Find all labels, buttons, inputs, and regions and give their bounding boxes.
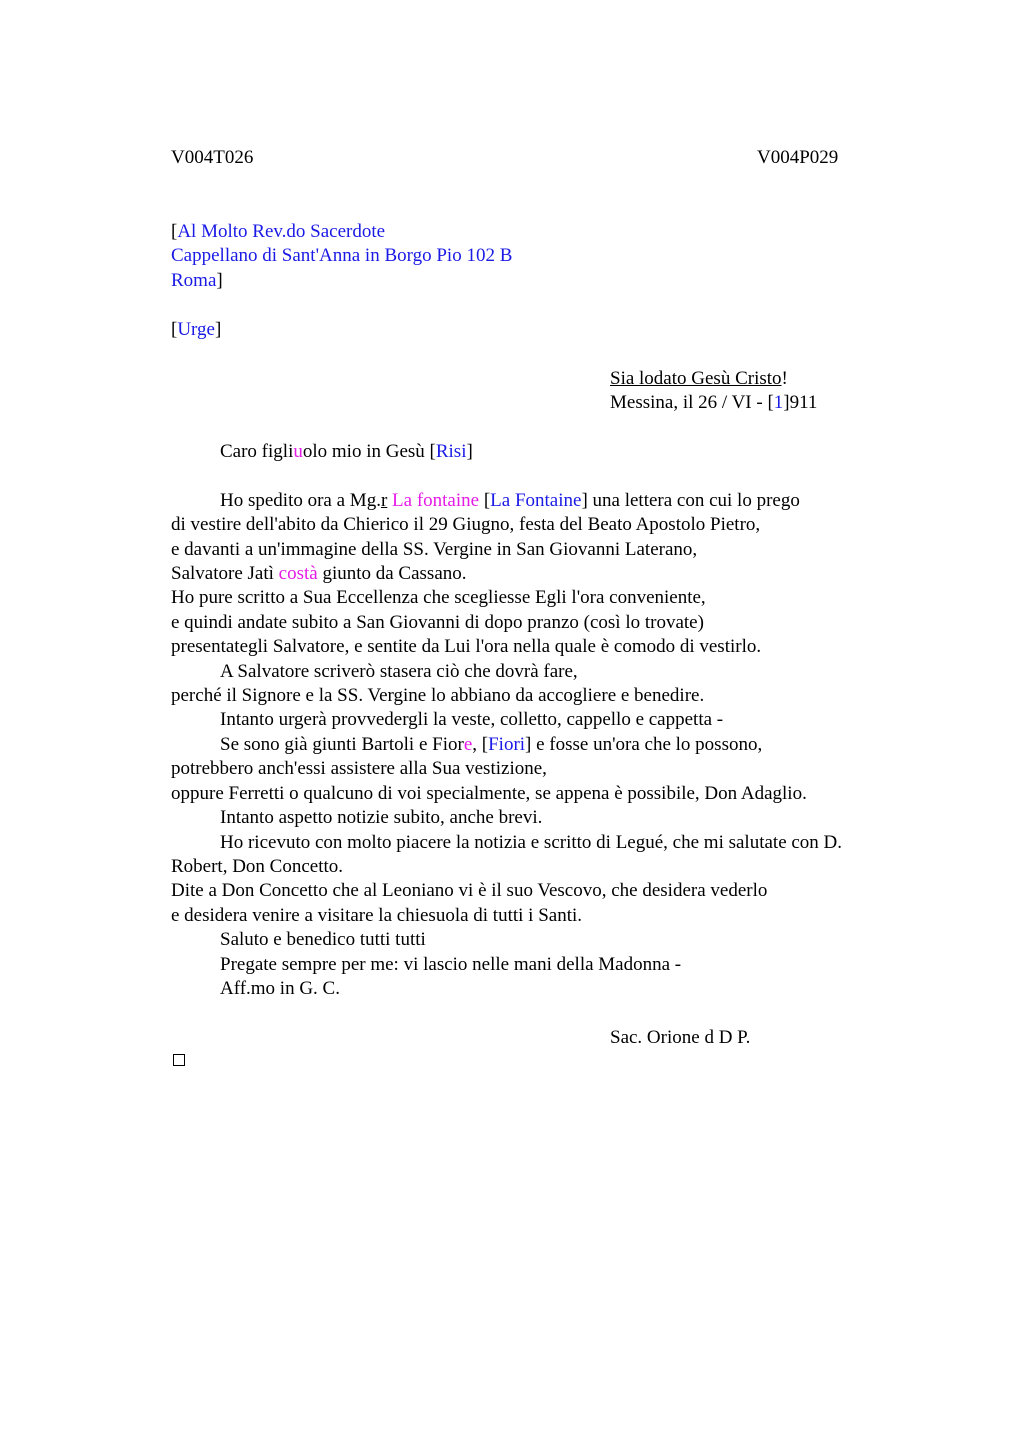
bracket-close: ] xyxy=(783,392,790,413)
bracket-open: [ xyxy=(429,441,436,462)
salutation-part: olo mio in Gesù xyxy=(302,441,430,462)
body-line-10: Intanto urgerà provvedergli la veste, colletto, cappello e cappetta - xyxy=(220,709,724,730)
corrected-name: Fiori xyxy=(488,734,526,755)
salutation xyxy=(220,440,473,464)
body-line-3: e davanti a un'immagine della SS. Vergine in San Giovanni Laterano, xyxy=(171,539,698,560)
address-recipient: Al Molto Rev.do Sacerdote xyxy=(177,221,386,242)
body-line-13: oppure Ferretti o qualcuno di voi specialmente, se appena è possibile, Don Adaglio. xyxy=(171,783,807,804)
body-line-1 xyxy=(220,489,800,513)
text-segment: giunto da Cassano. xyxy=(317,563,467,584)
year-rest: 911 xyxy=(789,392,818,413)
urgency-word: Urge xyxy=(177,319,215,340)
body-line-6: e quindi andate subito a San Giovanni di dopo pranzo (così lo trovate) xyxy=(171,612,704,633)
text-segment: una lettera con cui lo prego xyxy=(587,490,800,511)
year-digit: 1 xyxy=(773,392,784,413)
body-line-14: Intanto aspetto notizie subito, anche brevi. xyxy=(220,807,543,828)
body-line-9: perché il Signore e la SS. Vergine lo abbiano da accogliere e benedire. xyxy=(171,685,705,706)
body-line-5: Ho pure scritto a Sua Eccellenza che scegliesse Egli l'ora conveniente, xyxy=(171,587,706,608)
body-line-7: presentategli Salvatore, e sentite da Lui l'ora nella quale è comodo di vestirlo. xyxy=(171,636,762,657)
bracket-open: [ xyxy=(171,319,178,340)
empty-box-glyph xyxy=(173,1054,185,1066)
body-line-8: A Salvatore scriverò stasera ciò che dovrà fare, xyxy=(220,661,578,682)
body-line-12: potrebbero anch'essi assistere alla Sua vestizione, xyxy=(171,758,547,779)
doc-code-right: V004P029 xyxy=(757,147,839,168)
praise-text: Sia lodato Gesù Cristo xyxy=(610,368,782,389)
address-line-2: Cappellano di Sant'Anna in Borgo Pio 102 B xyxy=(171,245,513,266)
variant-word: costà xyxy=(278,563,318,584)
recipient-name: Risi xyxy=(435,441,467,462)
body-line-15: Ho ricevuto con molto piacere la notizia e scritto di Legué, che mi salutate con D. xyxy=(220,832,843,853)
text-segment: e fosse un'ora che lo possono, xyxy=(531,734,763,755)
praise-line xyxy=(610,367,788,391)
bracket-close: ] xyxy=(581,490,588,511)
abbrev-letter: r xyxy=(380,490,388,511)
bracket-open: [ xyxy=(483,490,491,511)
bracket-open: [ xyxy=(171,221,178,242)
body-line-20: Pregate sempre per me: vi lascio nelle mani della Madonna - xyxy=(220,954,682,975)
body-line-18: e desidera venire a visitare la chiesuola di tutti i Santi. xyxy=(171,905,583,926)
place-date: Messina, il 26 / VI - xyxy=(610,392,768,413)
text-segment: Ho spedito ora a Mg. xyxy=(220,490,381,511)
body-line-16: Robert, Don Concetto. xyxy=(171,856,344,877)
body-line-19: Saluto e benedico tutti tutti xyxy=(220,929,426,950)
variant-letter: e xyxy=(463,734,473,755)
body-line-2: di vestire dell'abito da Chierico il 29 Giugno, festa del Beato Apostolo Pietro, xyxy=(171,514,761,535)
place-date-line xyxy=(610,391,817,415)
text-segment: Salvatore Jatì xyxy=(171,563,279,584)
bracket-close: ] xyxy=(214,319,222,340)
text-segment: Se sono già giunti Bartoli e Fior xyxy=(220,734,464,755)
bracket-open: [ xyxy=(481,734,489,755)
bracket-open: [ xyxy=(767,392,774,413)
bracket-close: ] xyxy=(466,441,473,462)
salutation-part: Caro figli xyxy=(220,441,294,462)
original-spelling: La fontaine xyxy=(392,490,480,511)
variant-letter: u xyxy=(293,441,303,462)
address-line-3 xyxy=(171,269,223,293)
doc-code-left: V004T026 xyxy=(171,147,254,168)
bracket-close: ] xyxy=(216,270,223,291)
urgency-note xyxy=(171,318,221,342)
address-city: Roma xyxy=(171,270,217,291)
text-segment: , xyxy=(472,734,482,755)
bracket-close: ] xyxy=(525,734,532,755)
body-line-17: Dite a Don Concetto che al Leoniano vi è il suo Vescovo, che desidera vederlo xyxy=(171,880,768,901)
address-line-1 xyxy=(171,220,385,244)
closing-line: Aff.mo in G. C. xyxy=(220,978,340,999)
praise-exclamation: ! xyxy=(781,368,788,389)
body-line-4 xyxy=(171,562,467,586)
signature: Sac. Orione d D P. xyxy=(610,1027,751,1048)
corrected-spelling: La Fontaine xyxy=(490,490,582,511)
body-line-11 xyxy=(220,733,762,757)
